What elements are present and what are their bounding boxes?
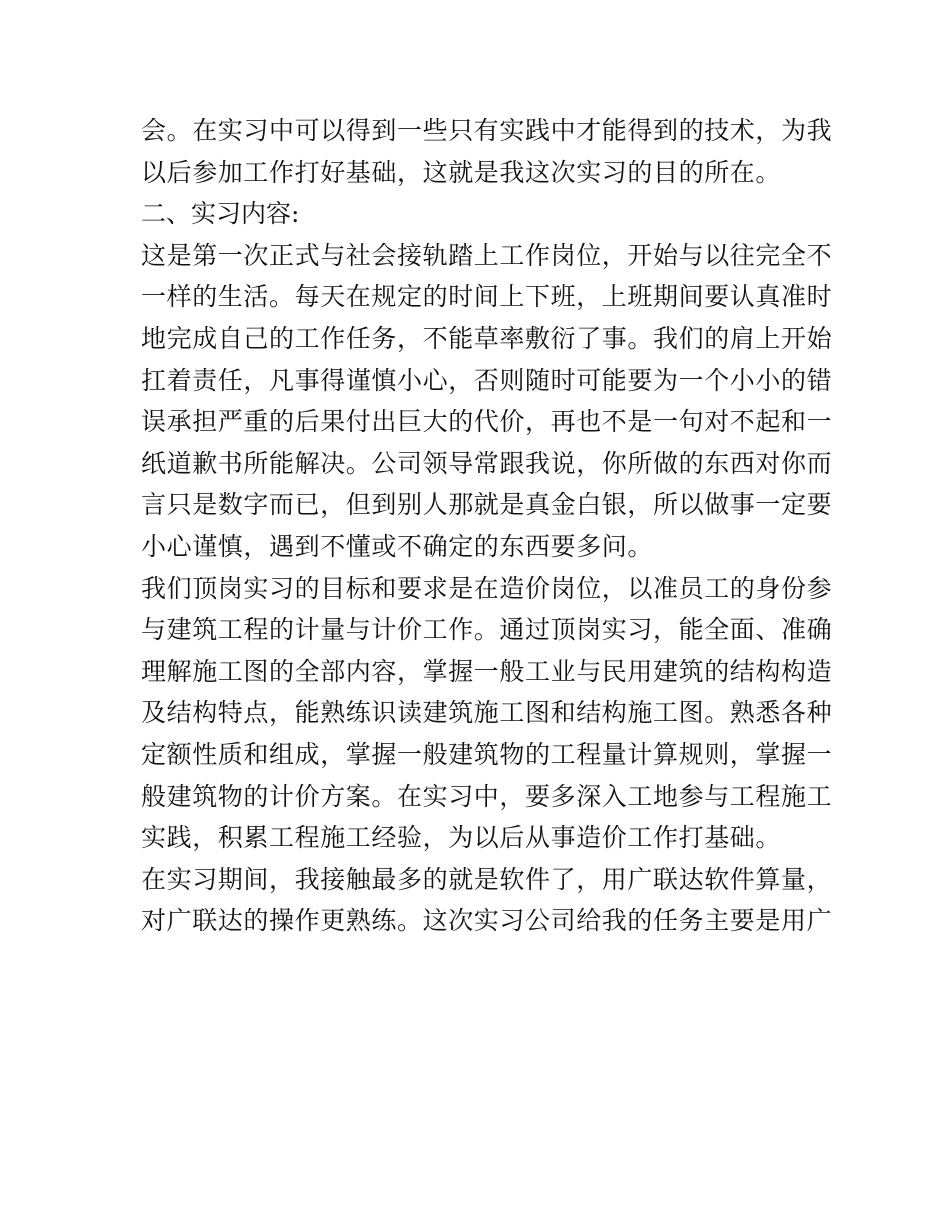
text-line: 一样的生活。每天在规定的时间上下班，上班期间要认真准时 bbox=[141, 282, 833, 312]
text-line: 言只是数字而已，但到别人那就是真金白银，所以做事一定要 bbox=[141, 490, 833, 520]
text-line: 纸道歉书所能解决。公司领导常跟我说，你所做的东西对你而 bbox=[141, 448, 833, 478]
text-line: 在实习期间，我接触最多的就是软件了，用广联达软件算量， bbox=[141, 864, 833, 894]
text-line: 实践，积累工程施工经验，为以后从事造价工作打基础。 bbox=[141, 823, 782, 853]
text-line: 小心谨慎，遇到不懂或不确定的东西要多问。 bbox=[141, 531, 654, 561]
text-line: 扛着责任，凡事得谨慎小心，否则随时可能要为一个小小的错 bbox=[141, 365, 833, 395]
text-line: 与建筑工程的计量与计价工作。通过顶岗实习，能全面、准确 bbox=[141, 615, 833, 645]
text-line: 误承担严重的后果付出巨大的代价，再也不是一句对不起和一 bbox=[141, 407, 833, 437]
text-line: 我们顶岗实习的目标和要求是在造价岗位，以准员工的身份参 bbox=[141, 573, 833, 603]
text-line: 对广联达的操作更熟练。这次实习公司给我的任务主要是用广 bbox=[141, 906, 833, 936]
section-heading: 二、实习内容: bbox=[141, 199, 300, 229]
document-body bbox=[141, 110, 833, 942]
text-line: 及结构特点，能熟练识读建筑施工图和结构施工图。熟悉各种 bbox=[141, 698, 833, 728]
text-line: 定额性质和组成，掌握一般建筑物的工程量计算规则，掌握一 bbox=[141, 739, 833, 769]
text-line: 理解施工图的全部内容，掌握一般工业与民用建筑的结构构造 bbox=[141, 656, 833, 686]
text-line: 以后参加工作打好基础，这就是我这次实习的目的所在。 bbox=[141, 157, 782, 187]
text-line: 地完成自己的工作任务，不能草率敷衍了事。我们的肩上开始 bbox=[141, 323, 833, 353]
text-line: 这是第一次正式与社会接轨踏上工作岗位，开始与以往完全不 bbox=[141, 240, 833, 270]
text-line: 会。在实习中可以得到一些只有实践中才能得到的技术，为我 bbox=[141, 116, 833, 145]
text-line: 般建筑物的计价方案。在实习中，要多深入工地参与工程施工 bbox=[141, 781, 833, 811]
